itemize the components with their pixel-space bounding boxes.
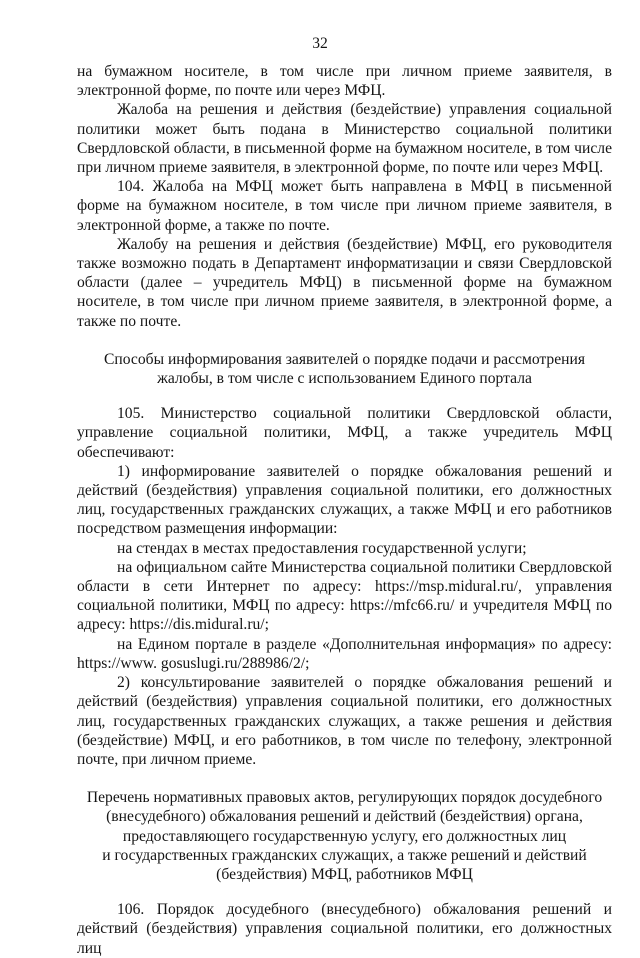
paragraph: Жалоба на решения и действия (бездействие) управления социальной политики может быть подана в Министерство социальной политики Свердловской области, в письменной форме на бумажном носителе, в том числе при личном приеме заявителя, в электронной форме, по почте или через МФЦ. <box>77 101 612 177</box>
page-number: 32 <box>312 35 328 52</box>
section-heading-informing <box>77 350 612 388</box>
heading-line: (бездействия) МФЦ, работников МФЦ <box>216 865 473 883</box>
paragraph: Жалобу на решения и действия (бездействие) МФЦ, его руководителя также возможно подать в Департамент информатизации и связи Свердловской области (далее – учредитель МФЦ) в письменной форме на бумажном носителе, в том числе при личном приеме заявителя, в электронной форме, а также по почте. <box>77 235 612 330</box>
list-item-2: 2) консультирование заявителей о порядке обжалования решений и действий (бездействия) управления социальной политики, его должностных лиц, государственных гражданских служащих, а также решения и действия (бездействие) МФЦ, и его работников, в том числе по телефону, электронной почте, при личном приеме. <box>77 674 612 768</box>
heading-line: и государственных гражданских служащих, а также решений и действий <box>102 846 587 864</box>
heading-line: Способы информирования заявителей о порядке подачи и рассмотрения <box>103 350 585 368</box>
heading-line: (внесудебного) обжалования решений и действий (бездействия) органа, <box>106 808 583 826</box>
list-item-1: 1) информирование заявителей о порядке обжалования решений и действий (бездействия) управления социальной политики, его должностных лиц, государственных гражданских служащих, а также МФЦ и его работников посредством размещения информации: <box>77 462 612 538</box>
section-heading-legal-acts <box>77 788 612 884</box>
heading-line: жалобы, в том числе с использованием Единого портала <box>157 370 532 388</box>
document-body <box>77 62 612 958</box>
heading-line: Перечень нормативных правовых актов, регулирующих порядок досудебного <box>86 789 603 807</box>
paragraph-106: 106. Порядок досудебного (внесудебного) обжалования решений и действий (бездействия) управления социальной политики, его должностных лиц <box>77 901 612 957</box>
heading-line: предоставляющего государственную услугу, его должностных лиц <box>122 827 567 845</box>
paragraph: на бумажном носителе, в том числе при личном приеме заявителя, в электронной форме, по почте или через МФЦ. <box>77 63 612 100</box>
paragraph: на стендах в местах предоставления государственной услуги; <box>117 539 527 557</box>
paragraph-websites: на официальном сайте Министерства социальной политики Свердловской области в сети Интернет по адресу: https://msp.midural.ru/, управления социальной политики, МФЦ по адресу: https://mfc66.ru/ и учредителя МФЦ по адресу: https://dis.midural.ru/; <box>77 558 612 634</box>
paragraph-portal: на Едином портале в разделе «Дополнительная информация» по адресу: https://www. gosuslugi.ru/288986/2/; <box>77 635 612 672</box>
paragraph-105: 105. Министерство социальной политики Свердловской области, управление социальной политики, МФЦ, а также учредитель МФЦ обеспечивают: <box>77 405 612 461</box>
paragraph-104: 104. Жалоба на МФЦ может быть направлена в МФЦ в письменной форме на бумажном носителе, в том числе при личном приеме заявителя, в электронной форме, а также по почте. <box>77 178 612 234</box>
